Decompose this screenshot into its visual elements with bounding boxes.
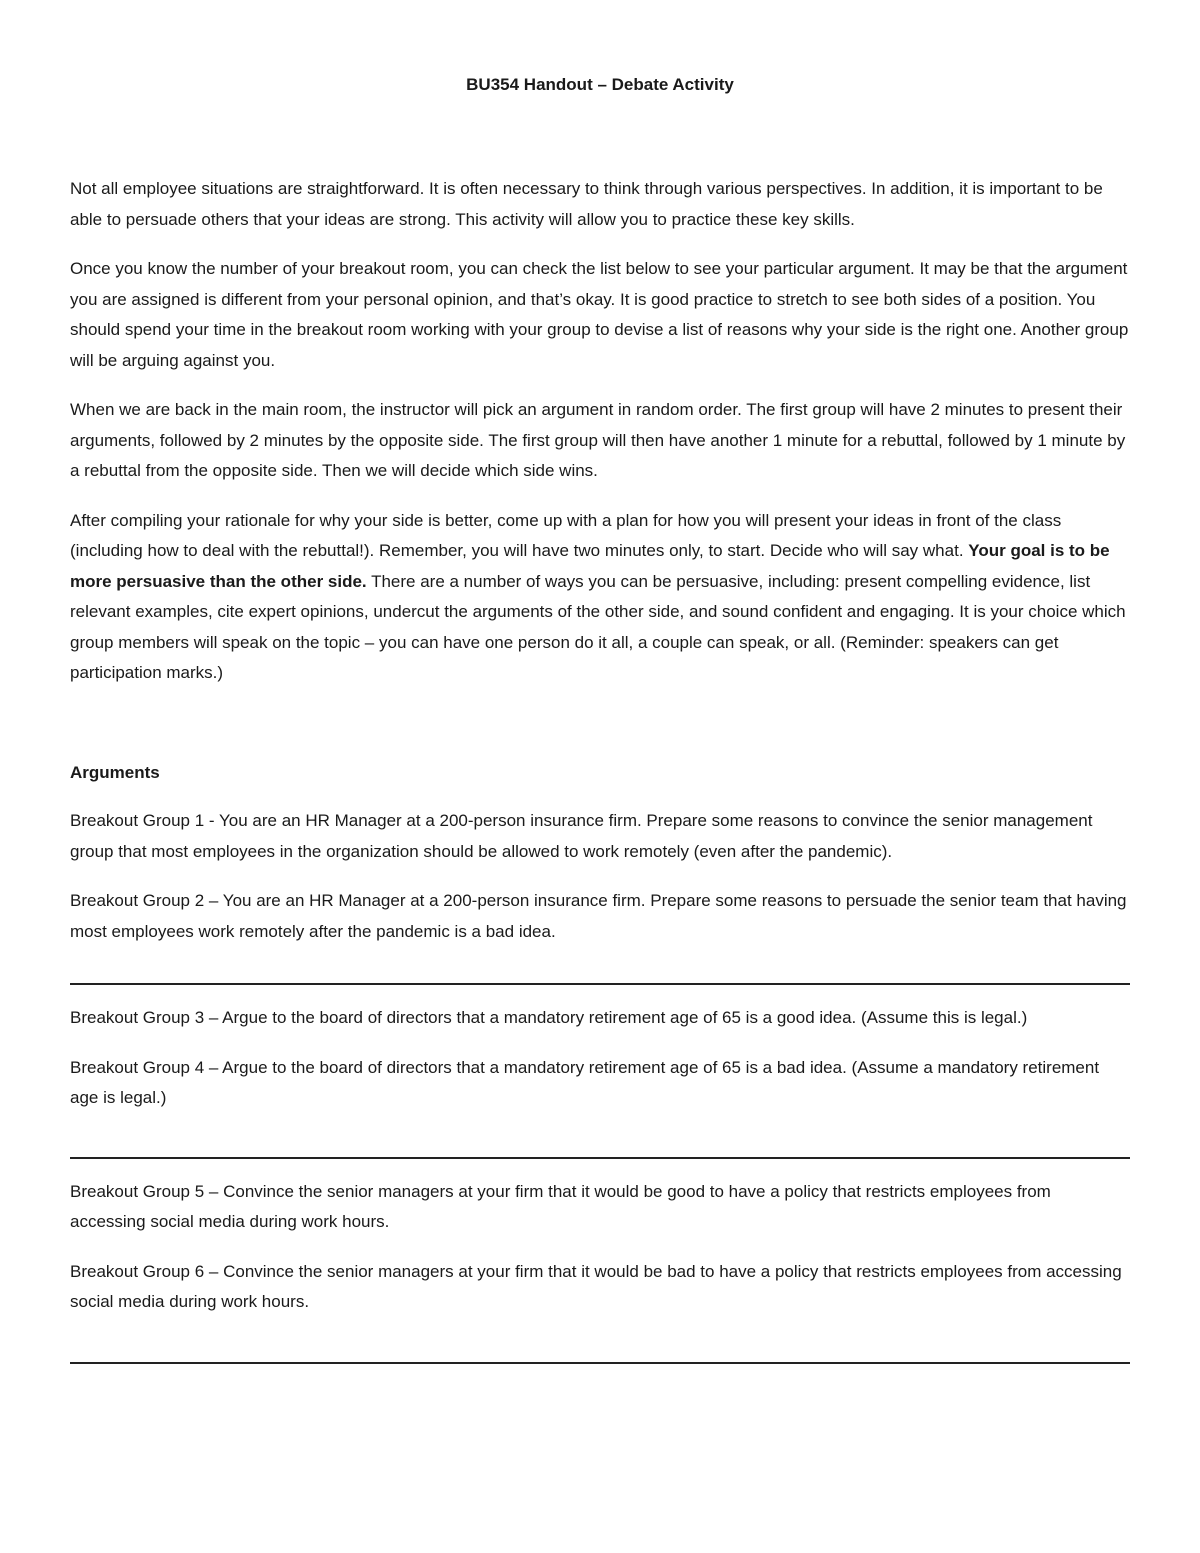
breakout-group-1: Breakout Group 1 - You are an HR Manager at a 200-person insurance firm. Prepare some reasons to convince the senior management group that most employees in the organization should be allowed to work remotely (even after the pandemic). — [70, 811, 1093, 861]
document-title: BU354 Handout – Debate Activity — [466, 75, 734, 94]
divider-line — [70, 983, 1130, 985]
breakout-group-2: Breakout Group 2 – You are an HR Manager at a 200-person insurance firm. Prepare some reasons to persuade the senior team that having most employees work remotely after the pandemic is a bad idea. — [70, 891, 1127, 941]
plan-text-before: After compiling your rationale for why your side is better, come up with a plan for how you will present your ideas in front of the class (including how to deal with the rebuttal!). Remember, you will have two minutes only, to start. Decide who will say what. — [70, 510, 1062, 560]
arguments-heading: Arguments — [70, 762, 160, 782]
divider-line — [70, 1157, 1130, 1159]
breakout-group-6: Breakout Group 6 – Convince the senior managers at your firm that it would be bad to have a policy that restricts employees from accessing social media during work hours. — [70, 1261, 1122, 1311]
instructions-paragraph: Once you know the number of your breakout room, you can check the list below to see your particular argument. It may be that the argument you are assigned is different from your personal opinion, and that’s okay. It is good practice to stretch to see both sides of a position. You should spend your time in the breakout room working with your group to devise a list of reasons why your side is the right one. Another group will be arguing against you. — [70, 259, 1129, 370]
divider-line — [70, 1362, 1130, 1364]
argument-pair-2 — [70, 1003, 1130, 1114]
breakout-group-3: Breakout Group 3 – Argue to the board of directors that a mandatory retirement age of 65 is a good idea. (Assume this is legal.) — [70, 1008, 1028, 1027]
plan-text-after: There are a number of ways you can be persuasive, including: present compelling evidence, list relevant examples, cite expert opinions, undercut the arguments of the other side, and sound confident and engaging. It is your choice which group members will speak on the topic – you can have one person do it all, a couple can speak, or all. (Reminder: speakers can get participation marks.) — [70, 571, 1126, 682]
section-spacer — [70, 708, 1130, 758]
argument-pair-3 — [70, 1177, 1130, 1318]
breakout-group-4: Breakout Group 4 – Argue to the board of directors that a mandatory retirement age of 65 is a bad idea. (Assume a mandatory retirement age is legal.) — [70, 1057, 1100, 1107]
breakout-group-5: Breakout Group 5 – Convince the senior managers at your firm that it would be good to have a policy that restricts employees from accessing social media during work hours. — [70, 1181, 1051, 1231]
document-content — [70, 70, 1130, 1364]
intro-paragraph: Not all employee situations are straightforward. It is often necessary to think through various perspectives. In addition, it is important to be able to persuade others that your ideas are strong. This activity will allow you to practice these key skills. — [70, 179, 1103, 229]
argument-pair-1 — [70, 806, 1130, 947]
plan-goal-bold: Your goal is to be more persuasive than the other side. — [70, 541, 1110, 591]
plan-paragraph — [70, 506, 1130, 689]
procedure-paragraph: When we are back in the main room, the instructor will pick an argument in random order. The first group will have 2 minutes to present their arguments, followed by 2 minutes by the opposite side. The first group will then have another 1 minute for a rebuttal, followed by 1 minute by a rebuttal from the opposite side. Then we will decide which side wins. — [70, 400, 1126, 480]
